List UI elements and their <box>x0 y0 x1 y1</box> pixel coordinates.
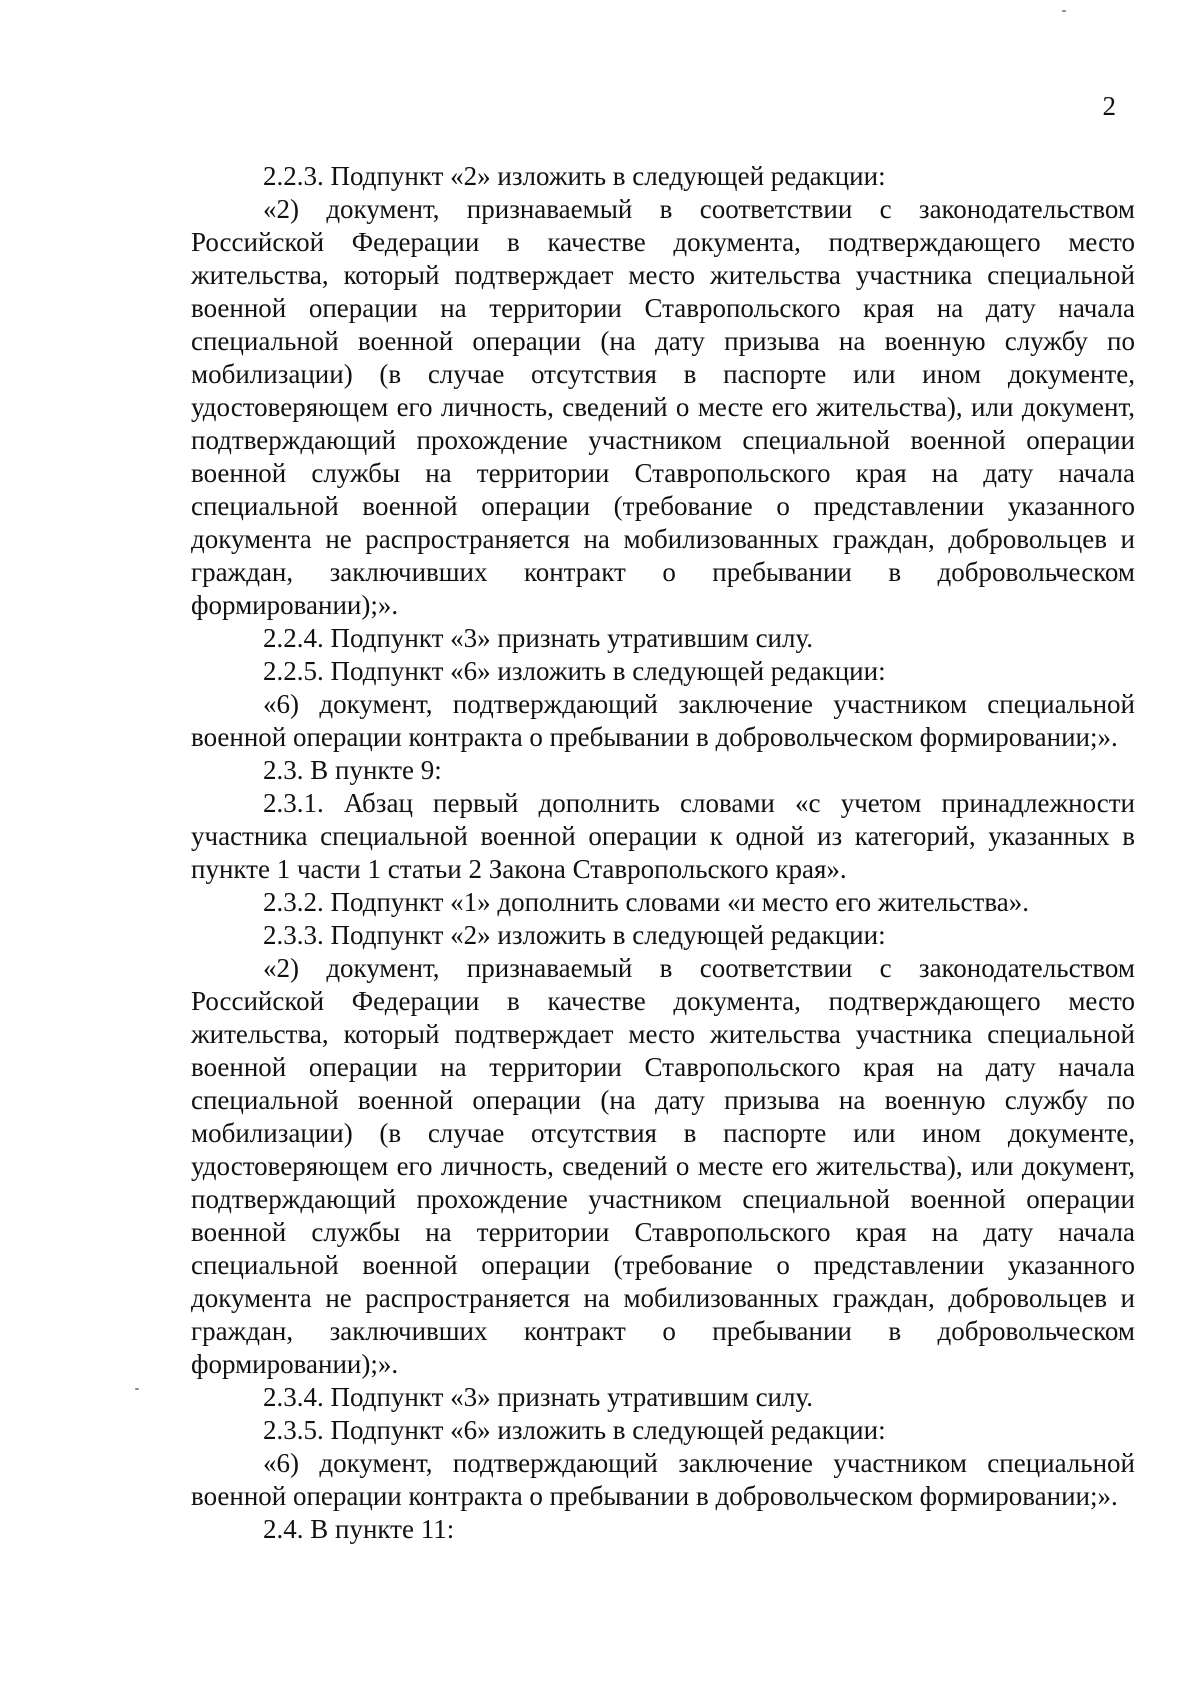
paragraph-2-3-4: 2.3.4. Подпункт «3» признать утратившим силу. <box>263 1382 814 1412</box>
paragraph-2-3: 2.3. В пункте 9: <box>263 755 442 785</box>
paragraph-2-3-2: 2.3.2. Подпункт «1» дополнить словами «и место его жительства». <box>263 887 1029 917</box>
paragraph-subitem-2-text: «2) документ, признаваемый в соответствии с законодательством Российской Федерации в качестве документа, подтверждающего место жительства, который подтверждает место жительства участника специальной военной операции на территории Ставропольского края на дату начала специальной военной операции (на дату призыва на военную службу по мобилизации) (в случае отсутствия в паспорте или ином документе, удостоверяющем его личность, сведений о месте его жительства), или документ, подтверждающий прохождение участником специальной военной операции военной службы на территории Ставропольского края на дату начала специальной военной операции (требование о представлении указанного документа не распространяется на мобилизованных граждан, добровольцев и граждан, заключивших контракт о пребывании в добровольческом формировании);». <box>191 194 1135 620</box>
paragraph-subitem-6-text-repeat: «6) документ, подтверждающий заключение участником специальной военной операции контракта о пребывании в добровольческом формировании;». <box>191 1448 1135 1511</box>
paragraph-subitem-6-text: «6) документ, подтверждающий заключение участником специальной военной операции контракта о пребывании в добровольческом формировании;». <box>191 689 1135 752</box>
paragraph-2-4: 2.4. В пункте 11: <box>263 1514 455 1544</box>
scan-speck-top <box>1062 10 1066 12</box>
paragraph-subitem-2-text-repeat: «2) документ, признаваемый в соответствии с законодательством Российской Федерации в качестве документа, подтверждающего место жительства, который подтверждает место жительства участника специальной военной операции на территории Ставропольского края на дату начала специальной военной операции (на дату призыва на военную службу по мобилизации) (в случае отсутствия в паспорте или ином документе, удостоверяющем его личность, сведений о месте его жительства), или документ, подтверждающий прохождение участником специальной военной операции военной службы на территории Ставропольского края на дату начала специальной военной операции (требование о представлении указанного документа не распространяется на мобилизованных граждан, добровольцев и граждан, заключивших контракт о пребывании в добровольческом формировании);». <box>191 953 1135 1379</box>
paragraph-2-3-1: 2.3.1. Абзац первый дополнить словами «с учетом принадлежности участника специальной военной операции к одной из категорий, указанных в пункте 1 части 1 статьи 2 Закона Ставропольского края». <box>191 788 1135 884</box>
paragraph-2-2-4: 2.2.4. Подпункт «3» признать утратившим силу. <box>263 623 814 653</box>
paragraph-2-2-5: 2.2.5. Подпункт «6» изложить в следующей редакции: <box>263 656 886 686</box>
paragraph-2-2-3: 2.2.3. Подпункт «2» изложить в следующей редакции: <box>263 161 886 191</box>
page-number: 2 <box>1102 91 1116 121</box>
paragraph-2-3-5: 2.3.5. Подпункт «6» изложить в следующей редакции: <box>263 1415 886 1445</box>
paragraph-2-3-3: 2.3.3. Подпункт «2» изложить в следующей редакции: <box>263 920 886 950</box>
document-body <box>191 160 1135 1546</box>
scan-speck-margin <box>135 1388 139 1390</box>
